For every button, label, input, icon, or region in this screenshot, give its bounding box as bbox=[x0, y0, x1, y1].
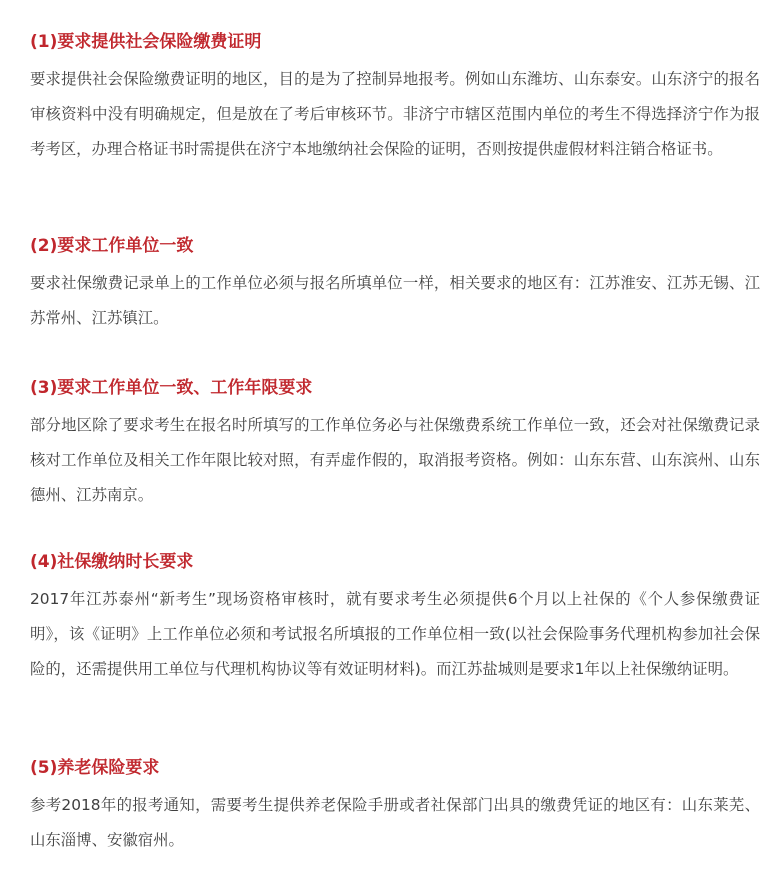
section-body: 部分地区除了要求考生在报名时所填写的工作单位务必与社保缴费系统工作单位一致，还会对社保缴费记录核对工作单位及相关工作年限比较对照，有弄虚作假的，取消报考资格。例如：山东东营、山东滨州、山东德州、江苏南京。 bbox=[30, 416, 760, 504]
section-body: 要求社保缴费记录单上的工作单位必须与报名所填单位一样，相关要求的地区有：江苏淮安、江苏无锡、江苏常州、江苏镇江。 bbox=[30, 274, 760, 327]
section-payment-duration bbox=[30, 552, 760, 687]
section-heading: (5)养老保险要求 bbox=[30, 758, 160, 778]
section-heading: (3)要求工作单位一致、工作年限要求 bbox=[30, 378, 313, 398]
section-body: 参考2018年的报考通知，需要考生提供养老保险手册或者社保部门出具的缴费凭证的地区有：山东莱芜、山东淄博、安徽宿州。 bbox=[30, 796, 760, 849]
section-pension-insurance bbox=[30, 758, 760, 858]
section-social-insurance-proof bbox=[30, 32, 760, 167]
section-heading: (2)要求工作单位一致 bbox=[30, 236, 194, 256]
section-body: 要求提供社会保险缴费证明的地区，目的是为了控制异地报考。例如山东潍坊、山东泰安。山东济宁的报名审核资料中没有明确规定，但是放在了考后审核环节。非济宁市辖区范围内单位的考生不得选择济宁作为报考考区，办理合格证书时需提供在济宁本地缴纳社会保险的证明，否则按提供虚假材料注销合格证书。 bbox=[30, 70, 760, 158]
section-body: 2017年江苏泰州“新考生”现场资格审核时，就有要求考生必须提供6个月以上社保的《个人参保缴费证明》，该《证明》上工作单位必须和考试报名所填报的工作单位相一致(以社会保险事务代理机构参加社会保险的，还需提供用工单位与代理机构协议等有效证明材料)。而江苏盐城则是要求1年以上社保缴纳证明。 bbox=[30, 590, 760, 678]
section-same-employer bbox=[30, 236, 760, 336]
section-heading: (1)要求提供社会保险缴费证明 bbox=[30, 32, 262, 52]
section-heading: (4)社保缴纳时长要求 bbox=[30, 552, 194, 572]
section-employer-and-years bbox=[30, 378, 760, 513]
